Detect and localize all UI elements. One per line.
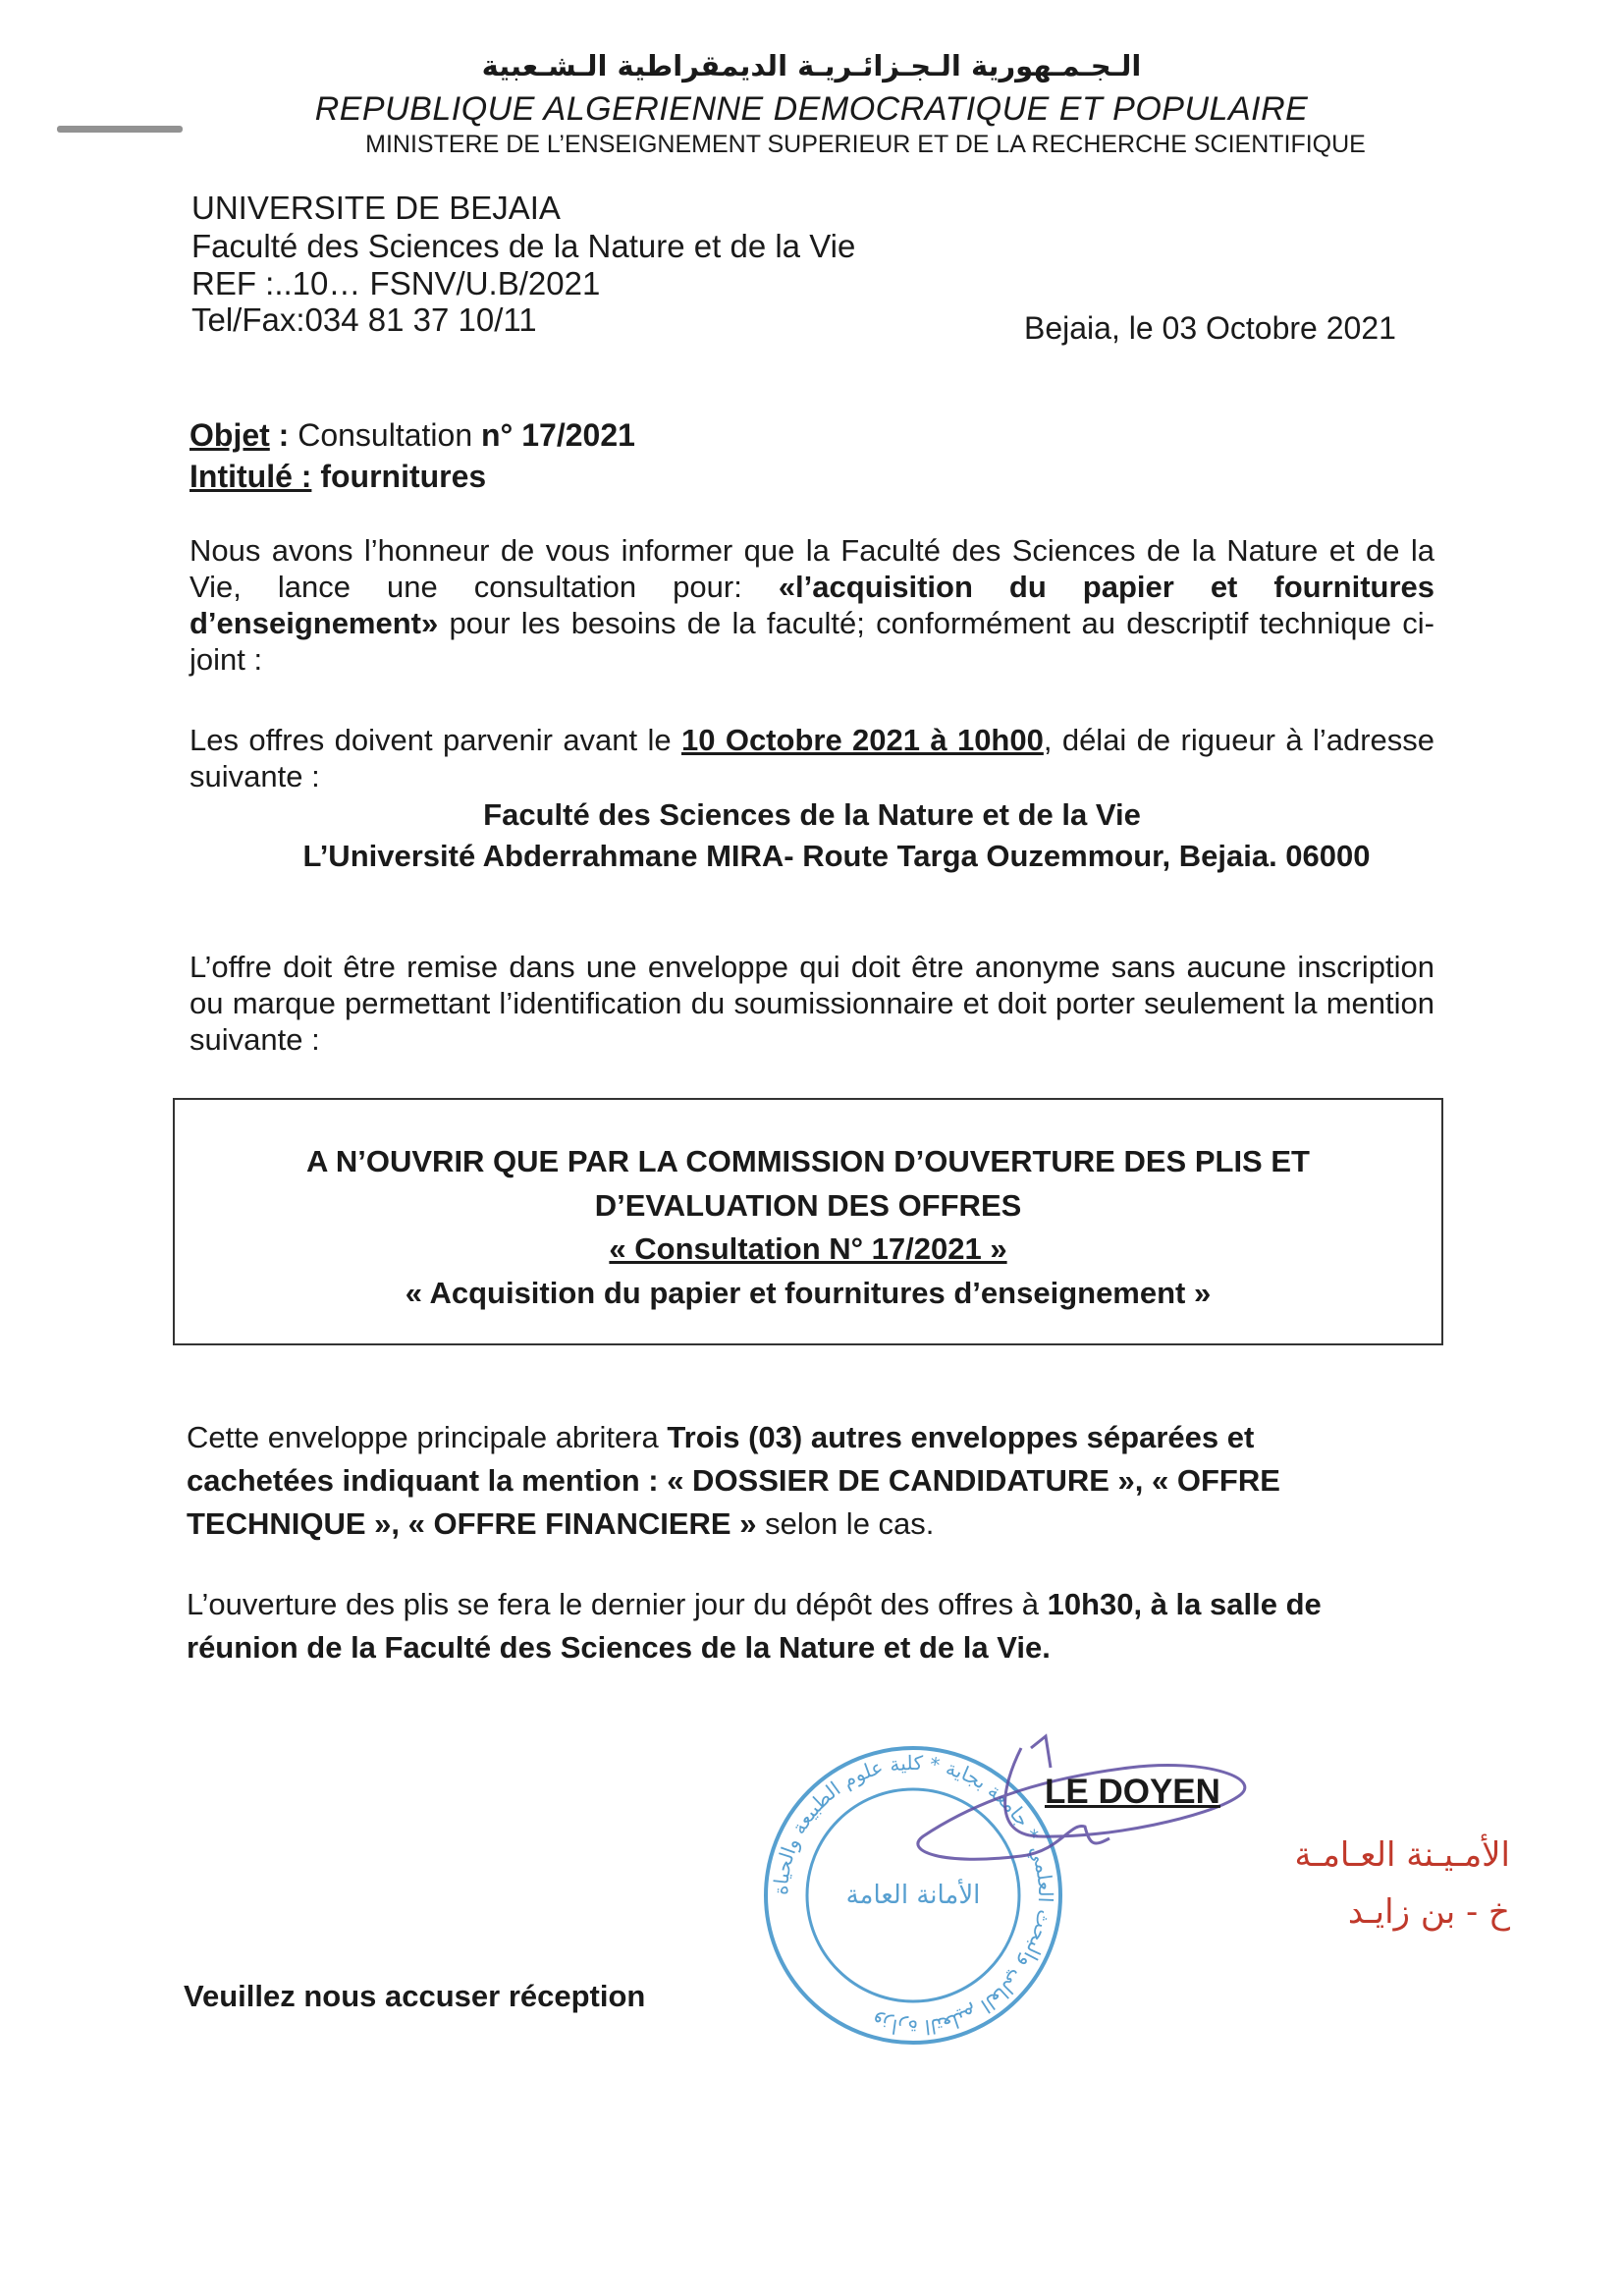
reference-number: REF :..10… FSNV/U.B/2021: [191, 265, 601, 301]
objet-line: [189, 414, 635, 456]
address-line-2: L’Université Abderrahmane MIRA- Route Targa Ouzemmour, Bejaia. 06000: [302, 839, 1371, 873]
subject-block: [189, 414, 635, 497]
intro-acquisition: «l’acquisition du papier et fournitures d’enseignement»: [189, 570, 1434, 640]
mention-line-1: A N’OUVRIR QUE PAR LA COMMISSION D’OUVERTURE DES PLIS ET: [306, 1144, 1310, 1178]
opening-text-a: L’ouverture des plis se fera le dernier jour du dépôt des offres à: [187, 1587, 1048, 1621]
red-stamp-line-1: الأمـيـنة العـامـة: [1294, 1835, 1510, 1875]
intro-text-a: Nous avons l’honneur de vous informer que la Faculté des Sciences de la Nature et de la Vie, lance une consultation pour:: [189, 533, 1434, 604]
letter-date: Bejaia, le 03 Octobre 2021: [1024, 310, 1396, 346]
paragraph-envelope: L’offre doit être remise dans une enveloppe qui doit être anonyme sans aucune inscription ou marque permettant l’identification du soumissionnaire et doit porter seulement la mention suivante :: [189, 950, 1434, 1057]
intitule-text: fournitures: [311, 459, 487, 494]
mention-line-3: [173, 1227, 1443, 1271]
mention-consultation: « Consultation N° 17/2021 »: [609, 1231, 1007, 1266]
address-line-1: Faculté des Sciences de la Nature et de la Vie: [483, 797, 1141, 832]
objet-text: Consultation: [298, 417, 481, 453]
arabic-republic-title: الـجـمـهورية الـجـزائـريـة الديمقراطية الـشـعبية: [481, 49, 1142, 82]
acknowledge-note: Veuillez nous accuser réception: [184, 1979, 646, 2013]
stamp-outer-text: وزارة التعليم العالي والبحث العلمي * جامعة بجاية * كلية علوم الطبيعة والحياة: [768, 1750, 1058, 2041]
objet-number: n° 17/2021: [481, 417, 635, 453]
opening-time-place: 10h30, à la salle de réunion de la Faculté des Sciences de la Nature et de la Vie.: [187, 1587, 1322, 1665]
intitule-line: [189, 456, 635, 497]
deadline-date: 10 Octobre 2021 à 10h00: [681, 723, 1044, 757]
intro-text-c: pour les besoins de la faculté; conformément au descriptif technique ci-joint :: [189, 606, 1434, 677]
paragraph-deadline: [189, 722, 1434, 794]
tel-fax: Tel/Fax:034 81 37 10/11: [191, 301, 537, 338]
objet-label: Objet: [189, 417, 270, 453]
red-stamp-line-2: خ - بن زايـد: [1347, 1892, 1510, 1932]
stamp-inner-text: الأمانة العامة: [845, 1881, 981, 1910]
republic-title: REPUBLIQUE ALGERIENNE DEMOCRATIQUE ET POPULAIRE: [314, 90, 1309, 128]
paragraph-intro: [189, 532, 1434, 678]
envelopes-text-a: Cette enveloppe principale abritera: [187, 1420, 668, 1454]
deadline-text-b: , délai de rigueur à l’adresse suivante :: [189, 723, 1435, 793]
mention-line-2: D’EVALUATION DES OFFRES: [594, 1188, 1022, 1223]
paragraph-envelopes: [187, 1416, 1394, 1546]
mention-line-4: « Acquisition du papier et fournitures d’enseignement »: [405, 1276, 1212, 1310]
envelopes-mentions: Trois (03) autres enveloppes séparées et cachetées indiquant la mention : « DOSSIER DE CANDIDATURE », « OFFRE TECHNIQUE », « OFFRE FINANCIERE »: [187, 1420, 1280, 1541]
red-stamp: [1216, 1827, 1510, 1941]
objet-sep: :: [269, 417, 298, 453]
ministry-title: MINISTERE DE L’ENSEIGNEMENT SUPERIEUR ET DE LA RECHERCHE SCIENTIFIQUE: [365, 131, 1366, 158]
university-name: UNIVERSITE DE BEJAIA: [191, 190, 561, 226]
paragraph-opening: [187, 1583, 1424, 1669]
intitule-label: Intitulé :: [189, 459, 312, 494]
faculty-name: Faculté des Sciences de la Nature et de la Vie: [191, 228, 856, 264]
signatory-title: LE DOYEN: [1045, 1773, 1220, 1811]
envelopes-text-c: selon le cas.: [756, 1506, 935, 1541]
deadline-text-a: Les offres doivent parvenir avant le: [189, 723, 681, 757]
